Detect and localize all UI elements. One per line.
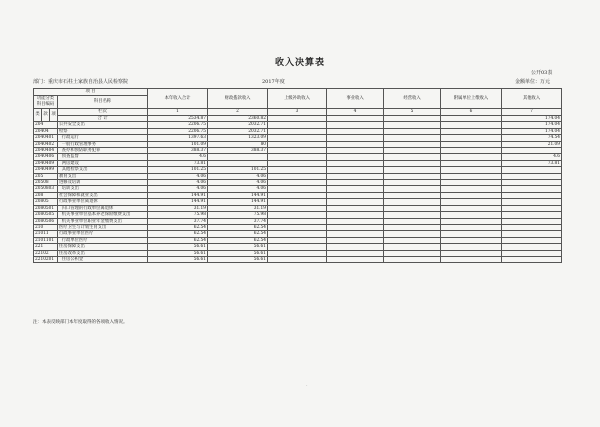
header-heji: 合 计 — [58, 116, 148, 122]
amount-cell: 56.61 — [148, 244, 208, 250]
subject-name-cell: 培训支出 — [58, 186, 148, 192]
amount-cell: 73.81 — [502, 160, 562, 166]
func-code-cell: 2040409 — [34, 160, 58, 166]
amount-unit: 金额单位：万元 — [515, 79, 551, 85]
subject-name-cell: 公共安全支出 — [58, 122, 148, 128]
amount-cell: 62.54 — [148, 224, 208, 230]
amount-cell: 101.25 — [148, 167, 208, 173]
header-business: 事业收入 — [327, 89, 384, 109]
amount-cell: 174.04 — [502, 128, 562, 134]
amount-cell: 2032.71 — [208, 122, 268, 128]
idx-7: 7 — [502, 109, 562, 116]
amount-cell: 144.91 — [208, 192, 268, 198]
amount-cell: 31.19 — [208, 205, 268, 211]
document-title: 收入决算表 — [274, 58, 325, 68]
amount-cell: 73.81 — [148, 160, 208, 166]
amount-cell: 74.54 — [502, 135, 562, 141]
idx-6: 6 — [441, 109, 502, 116]
subject-name-cell: 行政单位医疗 — [58, 237, 148, 243]
subject-name-cell: 住房保障支出 — [58, 244, 148, 250]
header-total: 本年收入合计 — [148, 89, 208, 109]
header-lei: 类 — [34, 109, 42, 122]
idx-5: 5 — [384, 109, 441, 116]
subject-name-cell: 检察 — [58, 128, 148, 134]
amount-cell — [441, 256, 502, 262]
header-subunit: 附属单位上缴收入 — [441, 89, 502, 109]
amount-cell: 56.61 — [148, 250, 208, 256]
subject-name-cell: 社会保障和就业支出 — [58, 192, 148, 198]
amount-cell: 4.6 — [148, 154, 208, 160]
subject-name-cell: 进修及培训 — [58, 180, 148, 186]
subject-name-cell: 侦查监督 — [58, 154, 148, 160]
amount-cell: 37.74 — [148, 218, 208, 224]
year-label: 2017年度 — [262, 79, 285, 85]
amount-cell: 174.04 — [502, 122, 562, 128]
amount-cell: 75.98 — [208, 212, 268, 218]
header-kuan: 款 — [42, 109, 50, 122]
amount-cell — [327, 256, 384, 262]
amount-cell: 56.61 — [208, 250, 268, 256]
subject-name-cell: 教育支出 — [58, 173, 148, 179]
amount-cell — [502, 256, 562, 262]
idx-1: 1 — [148, 109, 208, 116]
amount-cell: 75.98 — [148, 212, 208, 218]
idx-4: 4 — [327, 109, 384, 116]
total-cell: 2534.87 — [148, 116, 208, 122]
amount-cell: 4.06 — [148, 173, 208, 179]
amount-cell: 144.91 — [208, 199, 268, 205]
subject-name-cell: 机关事业单位基本养老保险缴费支出 — [58, 212, 148, 218]
subject-name-cell: 住房改革支出 — [58, 250, 148, 256]
amount-cell: 4.06 — [208, 173, 268, 179]
func-code-cell: 205 — [34, 173, 58, 179]
amount-cell: 62.54 — [148, 237, 208, 243]
subject-name-cell: 行政事业单位离退休 — [58, 199, 148, 205]
func-code-cell: 2101101 — [34, 237, 58, 243]
header-operating: 经营收入 — [384, 89, 441, 109]
amount-cell — [268, 256, 327, 262]
header-upper-subsidy: 上级补助收入 — [268, 89, 327, 109]
amount-cell: 4.06 — [208, 180, 268, 186]
idx-3: 3 — [268, 109, 327, 116]
func-code-cell: 2080505 — [34, 212, 58, 218]
func-code-cell: 2040406 — [34, 154, 58, 160]
amount-cell: 4.6 — [502, 154, 562, 160]
amount-cell: 101.09 — [148, 141, 208, 147]
scan-dot: · — [306, 383, 308, 389]
unit-label: 部门：重庆市石柱土家族自治县人民检察院 — [33, 79, 129, 85]
amount-cell: 62.54 — [208, 224, 268, 230]
subject-name-cell: 行政事业单位医疗 — [58, 231, 148, 237]
form-code: 公开03表 — [531, 70, 553, 76]
subject-name-cell: 归口管理的行政单位离退休 — [58, 205, 148, 211]
amount-cell: 4.06 — [148, 180, 208, 186]
subject-name-cell: 行政运行 — [58, 135, 148, 141]
amount-cell: 2206.75 — [148, 122, 208, 128]
header-subject-name: 科目名称 — [58, 96, 148, 109]
amount-cell: 2032.71 — [208, 128, 268, 134]
func-code-cell: 21011 — [34, 231, 58, 237]
amount-cell: 4.06 — [208, 186, 268, 192]
header-other: 其他收入 — [502, 89, 562, 109]
header-project: 项 目 — [34, 89, 148, 96]
func-code-cell: 20404 — [34, 128, 58, 134]
amount-cell: 56.61 — [208, 244, 268, 250]
header-lanci: 栏次 — [58, 109, 148, 116]
amount-cell: 56.61 — [208, 256, 268, 262]
func-code-cell: 2210201 — [34, 256, 58, 262]
func-code-cell: 20805 — [34, 199, 58, 205]
header-row-project — [34, 89, 562, 96]
amount-cell — [384, 256, 441, 262]
header-row-lanci — [34, 109, 562, 116]
amount-cell: 101.25 — [208, 167, 268, 173]
table-row — [34, 256, 562, 262]
func-code-cell: 210 — [34, 224, 58, 230]
amount-cell: 21.09 — [502, 141, 562, 147]
amount-cell: 56.61 — [148, 256, 208, 262]
func-code-cell: 2040402 — [34, 141, 58, 147]
func-code-cell: 2080506 — [34, 218, 58, 224]
footnote: 注：本表反映部门本年度取得的各项收入情况。 — [33, 320, 128, 325]
amount-cell: 1397.63 — [148, 135, 208, 141]
amount-cell: 2206.75 — [148, 128, 208, 134]
amount-cell: 388.37 — [148, 148, 208, 154]
func-code-cell: 2050803 — [34, 186, 58, 192]
amount-cell: 4.06 — [148, 186, 208, 192]
func-code-cell: 22102 — [34, 250, 58, 256]
subject-name-cell: 医疗卫生与计划生育支出 — [58, 224, 148, 230]
header-func-code: 功能分类 科目编码 — [34, 96, 58, 109]
func-code-cell: 2040499 — [34, 167, 58, 173]
func-code-cell: 204 — [34, 122, 58, 128]
subject-name-cell: 住房公积金 — [58, 256, 148, 262]
amount-cell: 1323.09 — [208, 135, 268, 141]
income-table — [33, 88, 562, 263]
amount-cell: 62.54 — [208, 231, 268, 237]
func-code-cell: 2080501 — [34, 205, 58, 211]
amount-cell: 62.54 — [148, 231, 208, 237]
func-code-cell: 221 — [34, 244, 58, 250]
func-code-cell: 20508 — [34, 180, 58, 186]
amount-cell: 31.19 — [148, 205, 208, 211]
idx-2: 2 — [208, 109, 268, 116]
total-cell: 174.04 — [502, 116, 562, 122]
header-fiscal: 财政拨款收入 — [208, 89, 268, 109]
amount-cell: 388.37 — [208, 148, 268, 154]
subject-name-cell: 两房建设 — [58, 160, 148, 166]
amount-cell: 80 — [208, 141, 268, 147]
amount-cell: 144.91 — [148, 192, 208, 198]
amount-cell: 37.74 — [208, 218, 268, 224]
func-code-cell: 2040404 — [34, 148, 58, 154]
func-code-cell: 208 — [34, 192, 58, 198]
subject-name-cell: 机关事业单位职业年金缴费支出 — [58, 218, 148, 224]
subject-name-cell: 查办和预防职务犯罪 — [58, 148, 148, 154]
total-cell: 2360.82 — [208, 116, 268, 122]
subject-name-cell: 其他检察支出 — [58, 167, 148, 173]
amount-cell: 144.91 — [148, 199, 208, 205]
func-code-cell: 2040401 — [34, 135, 58, 141]
subject-name-cell: 一般行政管理事务 — [58, 141, 148, 147]
header-xiang: 项 — [50, 109, 58, 122]
amount-cell: 62.54 — [208, 237, 268, 243]
